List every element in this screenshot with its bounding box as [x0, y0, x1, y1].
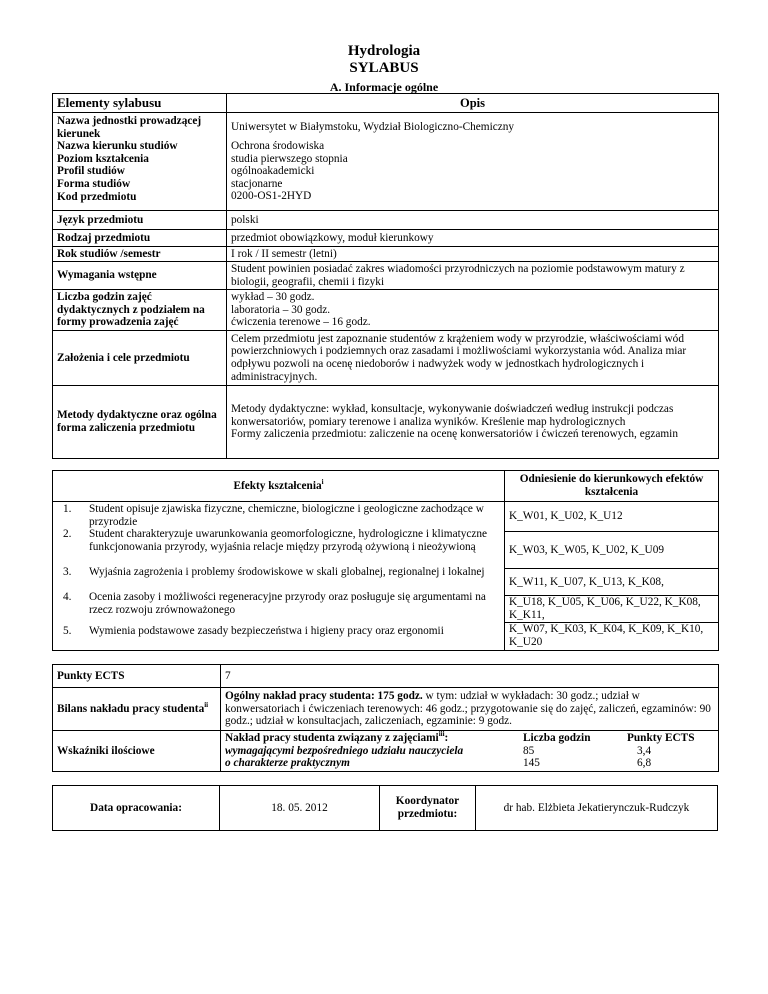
outcomes-table — [52, 470, 719, 651]
outcome-item — [57, 503, 500, 528]
row-practical-hours: 145 — [523, 757, 540, 770]
value-kod: 0200-OS1-2HYD — [231, 190, 312, 203]
outcome-number: 3. — [63, 566, 72, 578]
outcome-number: 1. — [63, 503, 72, 515]
label-profil: Profil studiów — [57, 165, 125, 178]
naklad-footnote-mark: iii — [438, 730, 445, 739]
value-rodzaj: przedmiot obowiązkowy, moduł kierunkowy — [227, 230, 719, 247]
outcome-number: 2. — [63, 528, 72, 540]
row-practical-ects: 6,8 — [637, 757, 652, 770]
value-cele: Celem przedmiotu jest zapoznanie studentów z krążeniem wody w przyrodzie, właściwościami wód powierzchniowych i podziemnych oraz zasadami i możliwościami wykorzystania wód. Analiza miar odpływu pozwoli na ocenę niedoborów i nadwyżek wody w jednostkach hydrologicznych i administracyjnych. — [227, 331, 719, 386]
bilans-footnote-mark: ii — [204, 700, 209, 709]
row-contact-ects: 3,4 — [637, 744, 652, 757]
godziny-laboratoria: laboratoria – 30 godz. — [231, 303, 331, 316]
workload-table — [225, 732, 715, 770]
outcome-item — [57, 591, 500, 616]
naklad-label-text: Nakład pracy studenta związany z zajęciami — [225, 732, 439, 745]
ects-table — [52, 664, 719, 772]
value-wymagania: Student powinien posiadać zakres wiadomości przyrodniczych na poziomie podstawowym matury z biologii, geografii, chemii i fizyki — [227, 262, 719, 290]
label-coordinator: Koordynator przedmiotu: — [380, 785, 476, 831]
outcome-text: Ocenia zasoby i możliwości regeneracyjne przyrody oraz posługuje się argumentami na rzecz rozwoju zrównoważonego — [89, 591, 486, 616]
outcome-ref: K_W07, K_K03, K_K04, K_K09, K_K10, K_U20 — [509, 623, 704, 648]
value-profil: ogólnoakademicki — [231, 165, 315, 178]
label-cele: Założenia i cele przedmiotu — [53, 331, 227, 386]
value-metody — [227, 386, 719, 459]
godziny-wyklad: wykład – 30 godz. — [231, 291, 315, 304]
godziny-cwiczenia: ćwiczenia terenowe – 16 godz. — [231, 316, 371, 329]
col-header-elements: Elementy sylabusu — [53, 94, 227, 113]
outcome-item — [57, 616, 500, 646]
outcomes-refs-header: Odniesienie do kierunkowych efektów kształcenia — [505, 471, 719, 502]
label-metody: Metody dydaktyczne oraz ogólna forma zaliczenia przedmiotu — [53, 386, 227, 459]
outcome-text: Student charakteryzuje uwarunkowania geomorfologiczne, hydrologiczne i klimatyczne funkcjonowania przyrody, wyjaśnia relacje między przyrodą ożywioną i nieożywioną — [89, 528, 488, 553]
label-ects: Punkty ECTS — [53, 665, 221, 688]
outcome-text: Wyjaśnia zagrożenia i problemy środowiskowe w skali globalnej, regionalnej i lokalnej — [89, 566, 485, 578]
naklad-label: Nakład pracy studenta związany z zajęciami$^{iii}$: — [225, 730, 449, 745]
outcomes-footnote-mark: i — [321, 477, 324, 486]
metody-dydaktyczne: Metody dydaktyczne: wykład, konsultacje, wykonywanie doświadczeń według instrukcji podczas konwersatoriów, pomiary terenowe i analiza wyników. Kreślenie map hydrologicznych — [231, 403, 674, 428]
label-bilans — [53, 688, 221, 731]
label-rodzaj: Rodzaj przedmiotu — [53, 230, 227, 247]
label-forma: Forma studiów — [57, 177, 131, 190]
outcomes-refs-cell — [505, 502, 719, 651]
value-bilans — [221, 688, 719, 731]
outcome-number: 4. — [63, 591, 72, 603]
value-rok: I rok / II semestr (letni) — [227, 247, 719, 262]
label-unit: Nazwa jednostki prowadzącej kierunek — [57, 115, 202, 140]
label-godziny: Liczba godzin zajęć dydaktycznych z podziałem na formy prowadzenia zajęć — [53, 290, 227, 331]
bilans-label-text: Bilans nakładu pracy studenta — [57, 702, 205, 715]
row-contact-hours: 85 — [523, 744, 535, 757]
outcome-item — [57, 528, 500, 566]
value-jezyk: polski — [227, 211, 719, 230]
formy-zaliczenia: Formy zaliczenia przedmiotu: zaliczenie na ocenę konwersatoriów i ćwiczeń terenowych, egzamin — [231, 428, 678, 441]
label-rok: Rok studiów /semestr — [53, 247, 227, 262]
col-hours-header: Liczba godzin — [523, 732, 591, 745]
label-wskazniki: Wskaźniki ilościowe — [53, 731, 221, 772]
outcome-text: Student opisuje zjawiska fizyczne, chemiczne, biologiczne i geologiczne zachodzące w przyrodzie — [89, 503, 484, 528]
label-kierunek: Nazwa kierunku studiów — [57, 140, 178, 153]
outcome-number: 5. — [63, 625, 72, 637]
values-group1 — [227, 113, 719, 211]
value-date: 18. 05. 2012 — [220, 785, 380, 831]
label-kod: Kod przedmiotu — [57, 190, 137, 203]
outcome-ref: K_W03, K_W05, K_U02, K_U09 — [505, 532, 718, 569]
label-date: Data opracowania: — [52, 785, 220, 831]
col-ects-header: Punkty ECTS — [627, 732, 695, 745]
row-contact-label: wymagającymi bezpośredniego udziału nauczyciela — [225, 744, 464, 757]
outcome-ref: K_U18, K_U05, K_U06, K_U22, K_K08, K_K11, — [505, 596, 718, 623]
value-godziny — [227, 290, 719, 331]
row-practical-label: o charakterze praktycznym — [225, 757, 350, 770]
bilans-total: Ogólny nakład pracy studenta: 175 godz. — [225, 690, 423, 703]
bilans-details: w tym: udział w wykładach: 30 godz.; udział w konwersatoriach i ćwiczeniach terenowych: 46 godz.; przygotowanie się do zajęć, zaliczeń, egzaminów: 90 godz.; udział w konsultacjach, zaliczeniach, egzaminie: 9 godz. — [225, 690, 711, 728]
col-header-description: Opis — [227, 94, 719, 113]
label-jezyk: Język przedmiotu — [53, 211, 227, 230]
document-subtitle: SYLABUS — [349, 60, 419, 76]
value-forma: stacjonarne — [231, 177, 283, 190]
footer-table — [52, 785, 718, 831]
value-unit: Uniwersytet w Białymstoku, Wydział Biologiczno-Chemiczny — [231, 121, 515, 133]
outcomes-header-text: Efekty kształcenia — [233, 479, 322, 492]
outcome-ref: K_W11, K_U07, K_U13, K_K08, — [505, 569, 718, 596]
value-ects: 7 — [221, 665, 719, 688]
label-wymagania: Wymagania wstępne — [53, 262, 227, 290]
value-poziom: studia pierwszego stopnia — [231, 152, 348, 165]
value-kierunek: Ochrona środowiska — [231, 140, 325, 152]
label-poziom: Poziom kształcenia — [57, 152, 149, 165]
labels-group1 — [53, 113, 227, 211]
outcome-item — [57, 566, 500, 591]
section-heading: A. Informacje ogólne — [329, 80, 439, 94]
outcome-text: Wymienia podstawowe zasady bezpieczeństwa i higieny pracy oraz ergonomii — [89, 625, 444, 637]
outcome-ref: K_W01, K_U02, K_U12 — [505, 502, 718, 532]
outcomes-list-cell — [53, 502, 505, 651]
value-coordinator: dr hab. Elżbieta Jekatierynczuk-Rudczyk — [476, 785, 718, 831]
value-wskazniki — [221, 731, 719, 772]
outcomes-list — [57, 503, 500, 646]
outcomes-header — [53, 471, 505, 502]
general-info-table — [52, 93, 719, 459]
document-title: Hydrologia — [347, 43, 421, 59]
